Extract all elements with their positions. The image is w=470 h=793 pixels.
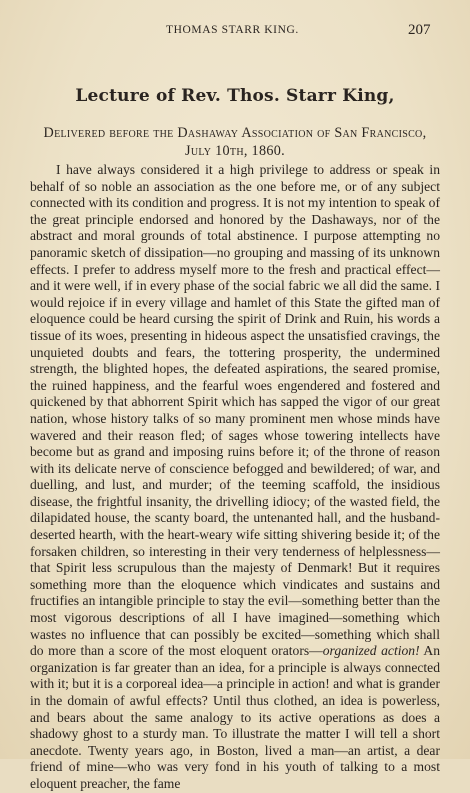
running-head (0, 22, 470, 42)
body-text-part2: An organization is far greater than an idea, for a principle is always connected with it; but it is a corporeal idea—a principle in action! and what is grander in the domain of awful effects? Until thus clothed, an idea is powerless, and bears about the same analogy to its active operations as does a shadowy ghost to a sturdy man. To illustrate the matter I will tell a short anecdote. Twenty years ago, in Boston, lived a man—an artist, a dear friend of mine—who was very fond in his youth of talking to a most eloquent preacher, the fame (30, 643, 440, 791)
lecture-title: Lecture of Rev. Thos. Starr King, (75, 86, 395, 106)
page-number: 207 (408, 22, 431, 38)
body-text-part1: I have always considered it a high privilege to address or speak in behalf of so noble an association as the one before me, or of any subject connected with its condition and progress. It is not my intention to speak of the great principle endorsed and honored by the Dashaways, nor of the abstract and moral grounds of total abstinence. I purpose attempting no panoramic sketch of dissipation—no grouping and massing of its unknown effects. I prefer to address myself more to the fresh and practical effect—and it were well, if in every phase of the social fabric we all did the same. I would rejoice if in every village and hamlet of this State the gifted man of eloquence could be heard cursing the spirit of Drink and Ruin, his words a tissue of its woes, presenting in hideous aspect the unsatisfied cravings, the unquieted doubts and fears, the tottering prosperity, the undermined strength, the blighted hopes, the defeated aspirations, the seared promise, the ruined happiness, and the fearful woes engendered and fostered and quickened by that abhorrent Spirit which has sapped the vigor of our great nation, whose history talks of so many prominent men whose minds have wavered and their reason fled; of sages whose towering intellects have become but as grand and imposing ruins before it; of the throne of reason with its delicate nerve of conscience befogged and bewildered; of war, and duelling, and lust, and murder; of the teeming scaffold, the insidious disease, the frightful insanity, the drivelling idiocy; of the wasted field, the dilapidated house, the scanty board, the untenanted hall, and the husband-deserted hearth, with the heart-weary wife sitting shivering beside it; of the forsaken children, so interesting in their very tenderness of helplessness—that Spirit less scrupulous than the majesty of Denmark! But it requires something more than the eloquence which vindicates and sustains and fructifies an intangible principle to stay the evil—something better than the most vigorous descriptions of all I have imagined—something which wastes no influence that can possibly be excited—something which shall do more than a score of the most eloquent orators— (30, 162, 441, 659)
lecture-subtitle: Delivered before the Dashaway Association of San Francisco, July 10th, 1860. (43, 125, 427, 159)
body-paragraph (30, 162, 440, 793)
body-text-emphasis: organized action! (322, 643, 420, 659)
running-title: THOMAS STARR KING. (166, 24, 299, 36)
